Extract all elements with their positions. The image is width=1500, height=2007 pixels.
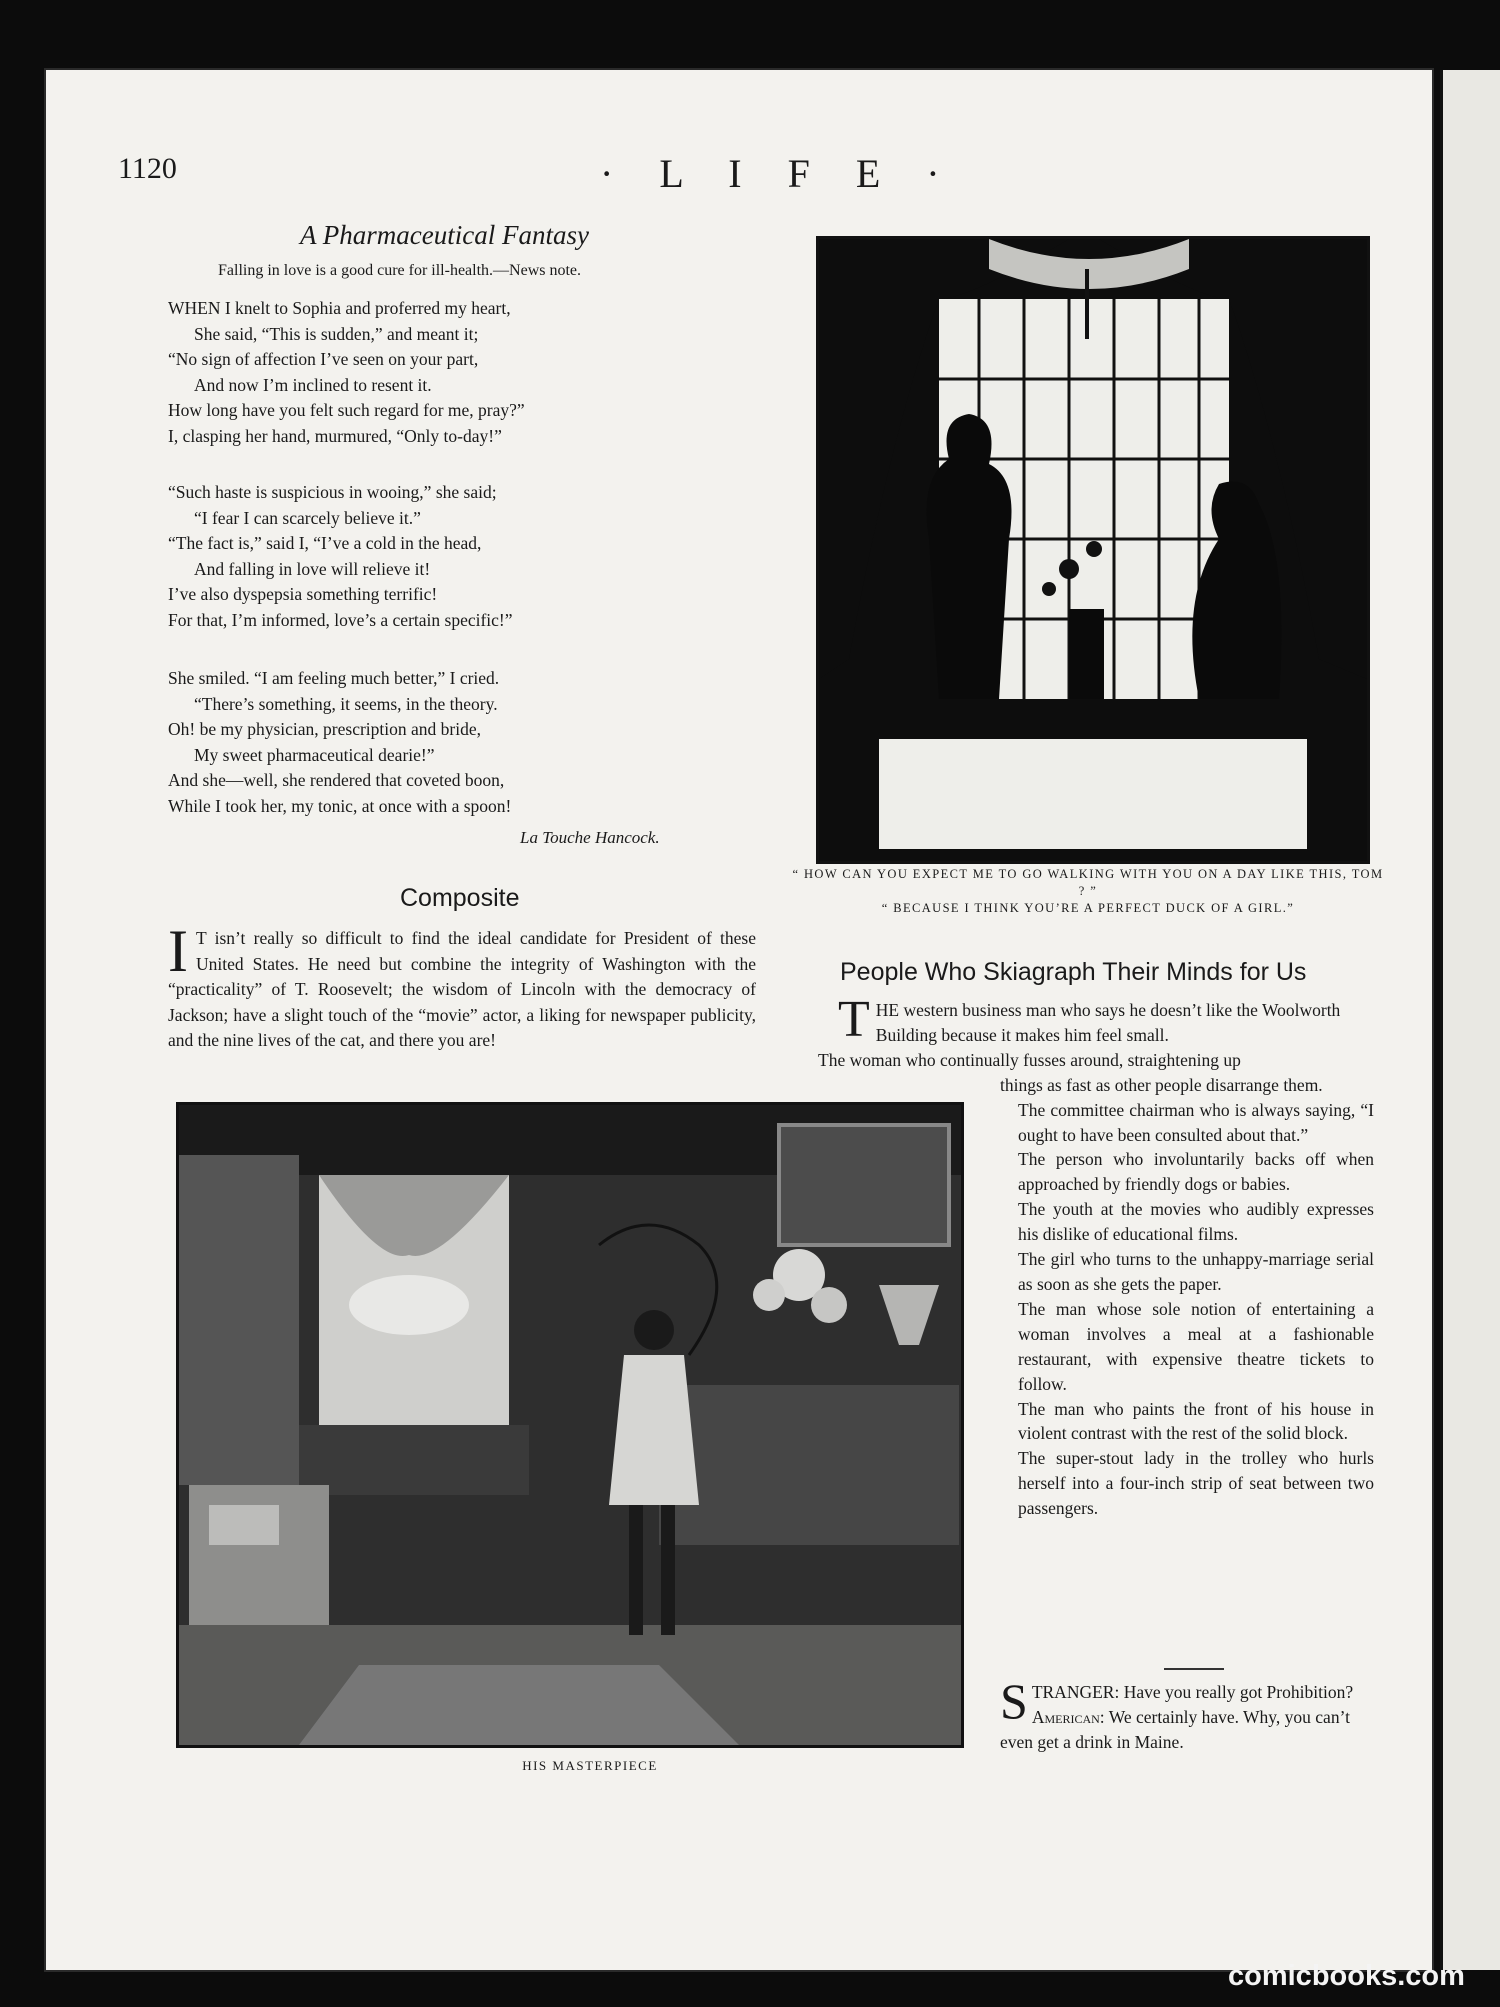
poem-line: And falling in love will relieve it!	[194, 558, 431, 579]
joke-line-2: We certainly have. Why, you can’t even get a drink in Maine.	[1000, 1707, 1350, 1752]
poem-line: She said, “This is sudden,” and meant it;	[194, 323, 479, 344]
adjacent-page-edge	[1440, 70, 1500, 1970]
list-item: The youth at the movies who audibly expresses his dislike of educational films.	[1018, 1199, 1374, 1245]
dropcap: T	[838, 991, 870, 1048]
skiagraph-lead	[818, 991, 1374, 1048]
poem-epigraph: Falling in love is a good cure for ill-health.—News note.	[218, 262, 582, 279]
page-number: 1120	[118, 152, 177, 185]
caption-line: “ HOW CAN YOU EXPECT ME TO GO WALKING WITH YOU ON A DAY LIKE THIS, TOM ? ”	[792, 867, 1384, 898]
poem-line: I’ve also dyspepsia something terrific!	[168, 584, 438, 605]
skiagraph-lead2: The woman who continually fusses around, straightening up	[818, 1049, 1241, 1070]
joke-line-1: TRANGER: Have you really got Prohibition?	[1031, 1682, 1354, 1702]
poem-line: “The fact is,” said I, “I’ve a cold in the head,	[168, 533, 482, 554]
dropcap: I	[168, 918, 188, 984]
composite-title: Composite	[400, 884, 520, 912]
list-item: The person who involuntarily backs off when approached by friendly dogs or babies.	[1018, 1149, 1374, 1195]
poem-line: Oh! be my physician, prescription and bride,	[168, 719, 481, 740]
illustration-caption: HIS MASTERPIECE	[522, 1758, 658, 1773]
list-item: The man who paints the front of his house in violent contrast with the rest of the solid block.	[1018, 1398, 1374, 1444]
poem-line: I, clasping her hand, murmured, “Only to-day!”	[168, 425, 502, 446]
composite-text: T isn’t really so difficult to find the ideal candidate for President of these United States. He need but combine the integrity of Washington with the “practicality” of T. Roosevelt; the wisdom of Lincoln with the democracy of Jackson; have a slight touch of the “movie” actor, a liking for newspaper publicity, and the nine lives of the cat, and there you are!	[168, 928, 756, 1051]
poem-stanza-1	[168, 298, 688, 452]
list-item: The girl who turns to the unhappy-marriage serial as soon as she gets the paper.	[1018, 1249, 1374, 1294]
poem-author: La Touche Hancock.	[520, 828, 660, 847]
masthead: · L I F E ·	[600, 151, 958, 196]
caption-line: “ BECAUSE I THINK YOU’RE A PERFECT DUCK OF A GIRL.”	[881, 901, 1295, 915]
list-item: The committee chairman who is always saying, “I ought to have been consulted about that.”	[1018, 1099, 1374, 1145]
skiagraph-list	[1000, 1073, 1374, 1521]
skiagraph-title: People Who Skiagraph Their Minds for Us	[840, 958, 1307, 986]
poem-line: How long have you felt such regard for me, pray?”	[168, 400, 525, 421]
poem-line: “No sign of affection I’ve seen on your part,	[168, 349, 479, 370]
poem-title: A Pharmaceutical Fantasy	[300, 220, 589, 250]
divider	[1164, 1668, 1224, 1670]
dropcap: S	[1000, 1673, 1028, 1729]
poem-line: “Such haste is suspicious in wooing,” she said;	[168, 482, 497, 502]
cartoon-image	[819, 239, 1367, 861]
poem-line: She smiled. “I am feeling much better,” I cried.	[168, 668, 500, 688]
poem-line: My sweet pharmaceutical dearie!”	[194, 744, 435, 765]
stranger-joke	[1000, 1673, 1374, 1755]
poem-line: And she—well, she rendered that coveted boon,	[168, 770, 505, 791]
joke-speaker: American:	[1031, 1707, 1105, 1727]
list-item: The man whose sole notion of entertaining a woman involves a meal at a fashionable restaurant, with expensive theatre tickets to follow.	[1018, 1298, 1374, 1394]
poem-line: And now I’m inclined to resent it.	[194, 374, 432, 395]
poem-line: While I took her, my tonic, at once with a spoon!	[168, 795, 512, 816]
composite-body	[168, 918, 756, 1054]
skiagraph-lead-text: HE western business man who says he doesn’t like the Woolworth Building because it makes him feel small.	[875, 1000, 1341, 1045]
illustration-his-masterpiece	[176, 1102, 964, 1748]
list-item: The super-stout lady in the trolley who hurls herself into a four-inch strip of seat between two passengers.	[1018, 1448, 1374, 1519]
poem-stanza-2	[168, 482, 688, 636]
site-watermark: comicbooks.com	[1228, 1960, 1465, 1992]
poem-line: WHEN I knelt to Sophia and proferred my heart,	[168, 298, 511, 318]
cartoon-window-silhouette	[816, 236, 1370, 864]
cartoon-caption	[790, 866, 1386, 917]
poem-line: “There’s something, it seems, in the theory.	[194, 693, 498, 714]
list-item: things as fast as other people disarrange them.	[1000, 1074, 1323, 1095]
illustration-image	[179, 1105, 961, 1745]
poem-line: For that, I’m informed, love’s a certain specific!”	[168, 609, 513, 630]
poem-stanza-3	[168, 668, 688, 822]
poem-line: “I fear I can scarcely believe it.”	[194, 507, 421, 528]
